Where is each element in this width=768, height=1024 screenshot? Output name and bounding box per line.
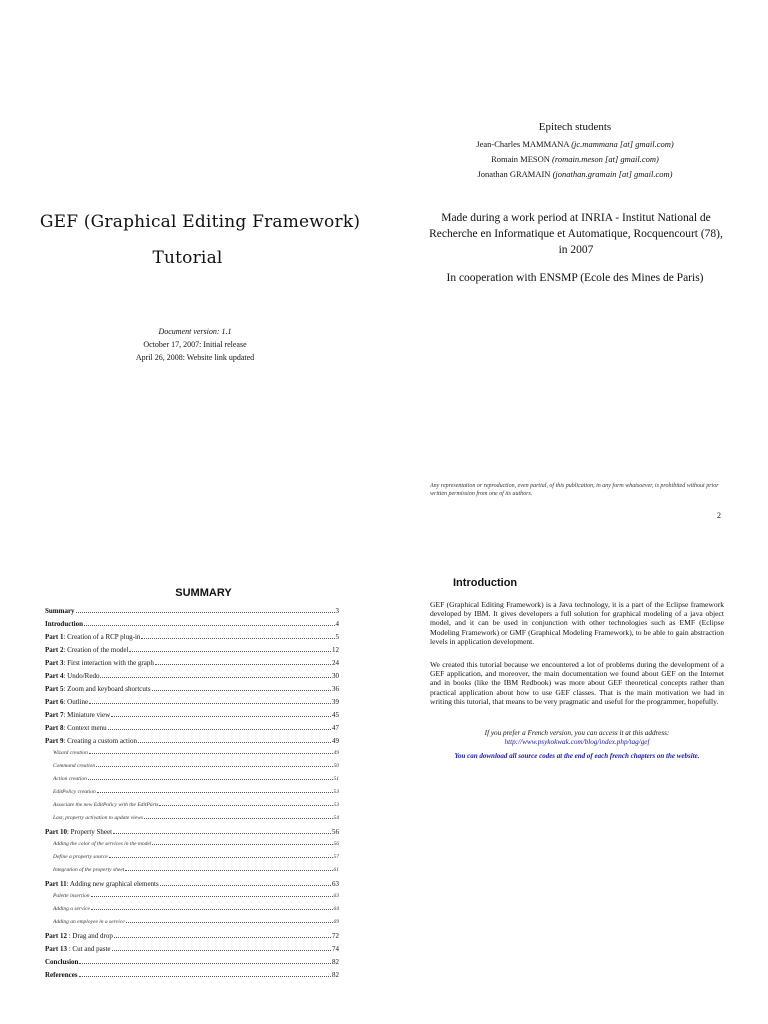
toc-label bbox=[45, 828, 112, 836]
toc-label bbox=[45, 971, 78, 979]
toc-entry[interactable] bbox=[45, 880, 339, 893]
page-number: 2 bbox=[717, 511, 721, 520]
toc-page-number: 57 bbox=[333, 854, 339, 860]
download-note: You can download all source codes at the end of each french chapters on the website. bbox=[454, 752, 700, 760]
toc-label bbox=[45, 945, 111, 953]
release-history-line: October 17, 2007: Initial release bbox=[143, 340, 247, 349]
toc-label-text: : Zoom and keyboard shortcuts bbox=[63, 685, 151, 693]
toc-label-text: : Property Sheet bbox=[66, 828, 113, 836]
toc-leader-dots bbox=[125, 869, 332, 871]
table-of-contents bbox=[45, 607, 339, 984]
copyright-notice: Any representation or reproduction, even partial, of this publication, in any form whatsoever, is prohibited without prior written permission from one of its authors. bbox=[430, 483, 719, 497]
document-subtitle: Tutorial bbox=[152, 248, 223, 268]
toc-label-text: : Outline bbox=[63, 698, 89, 706]
toc-label-text: EditPolicy creation bbox=[53, 789, 96, 795]
toc-page-number: 82 bbox=[332, 958, 339, 966]
author-line bbox=[400, 137, 750, 152]
toc-page-number: 74 bbox=[332, 945, 339, 953]
author-email: (jc.mammana [at] gmail.com) bbox=[571, 139, 674, 149]
toc-page-number: 56 bbox=[333, 841, 339, 847]
toc-leader-dots bbox=[126, 921, 333, 923]
toc-label bbox=[45, 958, 78, 966]
toc-entry[interactable] bbox=[45, 672, 339, 685]
toc-page-number: 24 bbox=[332, 659, 339, 667]
toc-leader-dots bbox=[159, 804, 332, 806]
toc-page-number: 63 bbox=[332, 880, 339, 888]
toc-label bbox=[45, 737, 137, 745]
toc-page-number: 53 bbox=[333, 789, 339, 795]
work-period-text: Made during a work period at INRIA - Institut National de Recherche en Informatique et Automatique, Rocquencourt (78), in 2007 bbox=[429, 212, 723, 256]
toc-page-number: 39 bbox=[332, 698, 339, 706]
toc-label-bold: Part 7 bbox=[45, 711, 64, 719]
toc-leader-dots bbox=[112, 949, 331, 951]
toc-label-text: : Miniature view bbox=[63, 711, 111, 719]
toc-label bbox=[45, 620, 83, 628]
toc-subentry[interactable] bbox=[45, 776, 339, 789]
toc-leader-dots bbox=[155, 663, 331, 665]
toc-label-bold: Part 3 bbox=[45, 659, 64, 667]
toc-label-bold: Part 12 bbox=[45, 932, 67, 940]
toc-page-number: 3 bbox=[335, 607, 339, 615]
toc-entry[interactable] bbox=[45, 971, 339, 984]
toc-label bbox=[45, 724, 107, 732]
toc-page-number: 69 bbox=[333, 919, 339, 925]
toc-label bbox=[45, 932, 113, 940]
toc-page-number: 61 bbox=[333, 867, 339, 873]
toc-label bbox=[53, 776, 87, 782]
toc-leader-dots bbox=[152, 843, 332, 845]
toc-label-bold: Part 9 bbox=[45, 737, 64, 745]
toc-subentry[interactable] bbox=[45, 841, 339, 854]
toc-subentry[interactable] bbox=[45, 906, 339, 919]
toc-label-text: Adding an employee in a service bbox=[53, 919, 125, 925]
toc-leader-dots bbox=[152, 689, 331, 691]
toc-page-number: 5 bbox=[335, 633, 339, 641]
toc-label-bold: Introduction bbox=[45, 620, 83, 628]
toc-label bbox=[45, 685, 151, 693]
french-version-link[interactable]: http://www.psykokwak.com/blog/index.php/tag/gef bbox=[504, 738, 650, 746]
toc-entry[interactable] bbox=[45, 620, 339, 633]
toc-page-number: 53 bbox=[333, 802, 339, 808]
toc-leader-dots bbox=[76, 611, 335, 613]
toc-entry[interactable] bbox=[45, 659, 339, 672]
toc-entry[interactable] bbox=[45, 607, 339, 620]
toc-subentry[interactable] bbox=[45, 763, 339, 776]
toc-label bbox=[53, 893, 90, 899]
toc-subentry[interactable] bbox=[45, 815, 339, 828]
author-line bbox=[400, 152, 750, 167]
toc-page-number: 51 bbox=[333, 776, 339, 782]
toc-label-text: Adding the color of the services in the model bbox=[53, 841, 152, 847]
toc-label bbox=[53, 867, 124, 873]
toc-leader-dots bbox=[129, 650, 331, 652]
toc-leader-dots bbox=[111, 715, 331, 717]
toc-label bbox=[53, 815, 143, 821]
toc-label-text: Command creation bbox=[53, 763, 96, 769]
toc-label-text: Last, property activation to update views bbox=[53, 815, 143, 821]
toc-subentry[interactable] bbox=[45, 919, 339, 932]
intro-paragraph: We created this tutorial because we encountered a lot of problems during the development of a GEF application, and moreover, the main documentation we found about GEF on the Internet and in books (like the IBM Redbook) was more about GEF theoretical concepts rather than practical application about how to use GEF classes. That is the main motivation we had in writing this tutorial, that means to be very pragmatic and useful for the programmer, hopefully. bbox=[430, 660, 724, 706]
toc-entry[interactable] bbox=[45, 685, 339, 698]
toc-page-number: 82 bbox=[332, 971, 339, 979]
toc-entry[interactable] bbox=[45, 633, 339, 646]
toc-label bbox=[53, 750, 88, 756]
toc-label-bold: Part 2 bbox=[45, 646, 64, 654]
toc-label-text: : Adding new graphical elements bbox=[66, 880, 159, 888]
toc-entry[interactable] bbox=[45, 646, 339, 659]
toc-label-bold: References bbox=[45, 971, 78, 979]
toc-subentry[interactable] bbox=[45, 802, 339, 815]
toc-label bbox=[53, 763, 95, 769]
toc-label bbox=[53, 802, 158, 808]
toc-label bbox=[45, 880, 159, 888]
toc-label bbox=[45, 633, 140, 641]
document-title: GEF (Graphical Editing Framework) bbox=[39, 212, 361, 232]
document-version: Document version: 1.1 bbox=[158, 327, 232, 336]
toc-leader-dots bbox=[96, 765, 332, 767]
toc-label bbox=[53, 906, 90, 912]
toc-label-text: : Creation of a RCP plug-in bbox=[63, 633, 141, 641]
toc-label-text: : Creation of the model bbox=[63, 646, 129, 654]
cooperation-text: In cooperation with ENSMP (Ecole des Mines de Paris) bbox=[446, 272, 704, 284]
toc-leader-dots bbox=[108, 728, 331, 730]
toc-leader-dots bbox=[79, 962, 331, 964]
toc-entry[interactable] bbox=[45, 724, 339, 737]
toc-page-number: 12 bbox=[332, 646, 339, 654]
toc-page-number: 56 bbox=[332, 828, 339, 836]
toc-leader-dots bbox=[89, 752, 333, 754]
toc-page-number: 50 bbox=[333, 763, 339, 769]
toc-leader-dots bbox=[109, 856, 333, 858]
toc-leader-dots bbox=[114, 936, 331, 938]
toc-subentry[interactable] bbox=[45, 789, 339, 802]
toc-label bbox=[45, 646, 128, 654]
toc-leader-dots bbox=[91, 908, 333, 910]
version-block bbox=[50, 325, 340, 364]
toc-entry[interactable] bbox=[45, 945, 339, 958]
french-version-note: If you prefer a French version, you can access it at this address: bbox=[484, 729, 670, 737]
toc-label bbox=[45, 711, 110, 719]
release-history-line: April 26, 2008: Website link updated bbox=[135, 353, 255, 362]
toc-page-number: 49 bbox=[332, 737, 339, 745]
author-email: (jonathan.gramain [at] gmail.com) bbox=[552, 169, 673, 179]
toc-leader-dots bbox=[100, 676, 331, 678]
toc-entry[interactable] bbox=[45, 828, 339, 841]
toc-label-text: : Drag and drop bbox=[66, 932, 113, 940]
author-name: Romain MESON bbox=[491, 154, 550, 164]
toc-label-bold: Summary bbox=[45, 607, 75, 615]
toc-label bbox=[45, 698, 88, 706]
toc-label-text: Action creation bbox=[53, 776, 87, 782]
toc-label-text: Adding a service bbox=[53, 906, 90, 912]
toc-label-bold: Part 1 bbox=[45, 633, 64, 641]
author-name: Jean-Charles MAMMANA bbox=[476, 139, 570, 149]
toc-entry[interactable] bbox=[45, 958, 339, 971]
toc-leader-dots bbox=[113, 832, 331, 834]
toc-label-bold: Part 4 bbox=[45, 672, 64, 680]
toc-label bbox=[45, 659, 154, 667]
toc-entry[interactable] bbox=[45, 737, 339, 750]
toc-label bbox=[53, 841, 151, 847]
toc-label-bold: Part 10 bbox=[45, 828, 67, 836]
toc-page-number: 54 bbox=[333, 815, 339, 821]
toc-label bbox=[53, 854, 108, 860]
toc-leader-dots bbox=[91, 895, 333, 897]
toc-label-bold: Conclusion bbox=[45, 958, 79, 966]
intro-paragraph: GEF (Graphical Editing Framework) is a Java technology, it is a part of the Eclipse framework developed by IBM. It gives developers a full solution for graphical modeling of a java object model, and it can be used in conjunction with other technologies such as EMF (Eclipse Modeling Framework) or GMF (Graphical Modeling Framework), to be able to gain abstraction levels in application development. bbox=[430, 600, 724, 646]
toc-page-number: 72 bbox=[332, 932, 339, 940]
toc-label-text: : Context menu bbox=[63, 724, 107, 732]
toc-label bbox=[45, 607, 75, 615]
toc-label-bold: Part 5 bbox=[45, 685, 64, 693]
toc-page-number: 63 bbox=[333, 893, 339, 899]
toc-label bbox=[53, 919, 125, 925]
author-line bbox=[400, 167, 750, 182]
toc-label-bold: Part 11 bbox=[45, 880, 67, 888]
toc-label-bold: Part 6 bbox=[45, 698, 64, 706]
toc-leader-dots bbox=[144, 817, 333, 819]
author-name: Jonathan GRAMAIN bbox=[477, 169, 551, 179]
author-email: (romain.meson [at] gmail.com) bbox=[552, 154, 659, 164]
toc-subentry[interactable] bbox=[45, 750, 339, 763]
toc-label-text: Define a property source bbox=[53, 854, 108, 860]
toc-page-number: 45 bbox=[332, 711, 339, 719]
summary-title: SUMMARY bbox=[175, 587, 232, 599]
toc-leader-dots bbox=[88, 778, 333, 780]
toc-subentry[interactable] bbox=[45, 854, 339, 867]
toc-page-number: 30 bbox=[332, 672, 339, 680]
toc-label-text: Wizard creation bbox=[53, 750, 88, 756]
toc-label-text: : Creating a custom action bbox=[63, 737, 137, 745]
toc-label-bold: Part 8 bbox=[45, 724, 64, 732]
toc-leader-dots bbox=[89, 702, 331, 704]
toc-leader-dots bbox=[79, 975, 331, 977]
toc-leader-dots bbox=[84, 624, 335, 626]
toc-page-number: 47 bbox=[332, 724, 339, 732]
toc-entry[interactable] bbox=[45, 711, 339, 724]
toc-label-text: : First interaction with the graph bbox=[63, 659, 154, 667]
toc-entry[interactable] bbox=[45, 932, 339, 945]
toc-label bbox=[45, 672, 99, 680]
toc-label-text: Palette insertion bbox=[53, 893, 90, 899]
toc-label bbox=[53, 789, 96, 795]
toc-leader-dots bbox=[97, 791, 333, 793]
toc-page-number: 4 bbox=[335, 620, 339, 628]
toc-subentry[interactable] bbox=[45, 867, 339, 880]
toc-page-number: 64 bbox=[333, 906, 339, 912]
toc-leader-dots bbox=[160, 884, 331, 886]
toc-label-text: Associate the new EditPolicy with the EditParts bbox=[53, 802, 159, 808]
toc-leader-dots bbox=[141, 637, 334, 639]
toc-label-text: : Cut and paste bbox=[66, 945, 111, 953]
toc-subentry[interactable] bbox=[45, 893, 339, 906]
toc-page-number: 36 bbox=[332, 685, 339, 693]
toc-leader-dots bbox=[138, 741, 331, 743]
toc-entry[interactable] bbox=[45, 698, 339, 711]
introduction-heading: Introduction bbox=[453, 577, 518, 589]
toc-label-bold: Part 13 bbox=[45, 945, 67, 953]
students-heading: Epitech students bbox=[538, 121, 612, 133]
author-list bbox=[400, 137, 750, 182]
toc-label-text: Integration of the property sheet bbox=[53, 867, 125, 873]
toc-page-number: 49 bbox=[333, 750, 339, 756]
toc-label-text: : Undo/Redo bbox=[63, 672, 100, 680]
